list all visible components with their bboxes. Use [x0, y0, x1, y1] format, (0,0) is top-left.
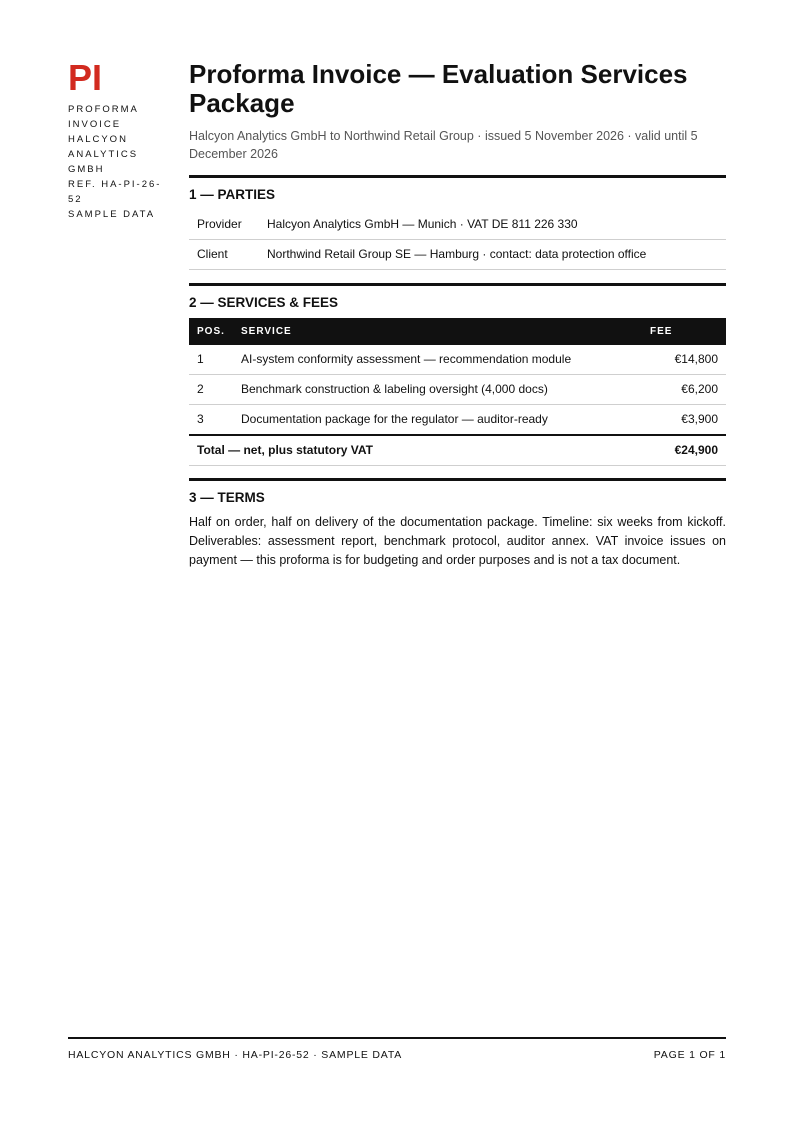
meta-line: REF. HA-PI-26-: [68, 179, 162, 190]
cell-service: Benchmark construction & labeling oversight (4,000 docs): [233, 375, 642, 405]
meta-line: 52: [68, 194, 83, 205]
table-row: [189, 375, 726, 405]
page-subtitle: Halcyon Analytics GmbH to Northwind Retail Group · issued 5 November 2026 · valid until 5 December 2026: [189, 129, 698, 161]
section-title: 3 — TERMS: [189, 490, 265, 505]
cell-service: AI-system conformity assessment — recommendation module: [233, 345, 642, 375]
section-title: 2 — SERVICES & FEES: [189, 295, 339, 310]
meta-line: INVOICE: [68, 119, 122, 130]
cell-pos: 2: [189, 375, 233, 405]
cell-fee: €14,800: [642, 345, 726, 375]
cell-pos: 3: [189, 405, 233, 436]
party-value: Halcyon Analytics GmbH — Munich · VAT DE 811 226 330: [259, 210, 726, 240]
table-row: [189, 240, 726, 270]
meta-line: PROFORMA: [68, 104, 139, 115]
party-label: Client: [189, 240, 259, 270]
meta-line: SAMPLE DATA: [68, 209, 156, 220]
meta-line: GMBH: [68, 164, 105, 175]
party-label: Provider: [189, 210, 259, 240]
cell-pos: 1: [189, 345, 233, 375]
terms-text: Half on order, half on delivery of the documentation package. Timeline: six weeks from kickoff. Deliverables: assessment report, benchmark protocol, auditor annex. VAT invoice issues on payment — this proforma is for budgeting and order purposes and is not a tax document.: [189, 515, 726, 567]
section-title: 1 — PARTIES: [189, 187, 276, 202]
logo-mark: PI: [68, 57, 103, 98]
column-header-service: SERVICE: [233, 318, 642, 345]
party-value: Northwind Retail Group SE — Hamburg · contact: data protection office: [259, 240, 726, 270]
table-row: [189, 405, 726, 436]
sidebar: [68, 58, 168, 222]
cell-fee: €6,200: [642, 375, 726, 405]
cell-fee: €3,900: [642, 405, 726, 436]
parties-table: [189, 210, 726, 270]
meta-line: ANALYTICS: [68, 149, 139, 160]
column-header-fee: FEE: [642, 318, 726, 345]
table-row: [189, 345, 726, 375]
page-footer: [68, 1037, 726, 1061]
column-header-pos: POS.: [189, 318, 233, 345]
meta-line: HALCYON: [68, 134, 128, 145]
total-value: €24,900: [642, 435, 726, 466]
table-row: [189, 210, 726, 240]
terms-section: [189, 478, 726, 570]
table-header-row: [189, 318, 726, 345]
services-table: [189, 318, 726, 466]
document-meta: [68, 102, 168, 222]
page-number: PAGE 1 OF 1: [653, 1049, 726, 1061]
total-row: [189, 435, 726, 466]
cell-service: Documentation package for the regulator — auditor-ready: [233, 405, 642, 436]
document-body: [189, 60, 726, 570]
services-section: [189, 283, 726, 466]
total-label: Total — net, plus statutory VAT: [189, 435, 642, 466]
parties-section: [189, 175, 726, 270]
page-title: Proforma Invoice — Evaluation Services Package: [189, 59, 688, 118]
footer-left: HALCYON ANALYTICS GMBH · HA-PI-26-52 · SAMPLE DATA: [68, 1049, 403, 1061]
